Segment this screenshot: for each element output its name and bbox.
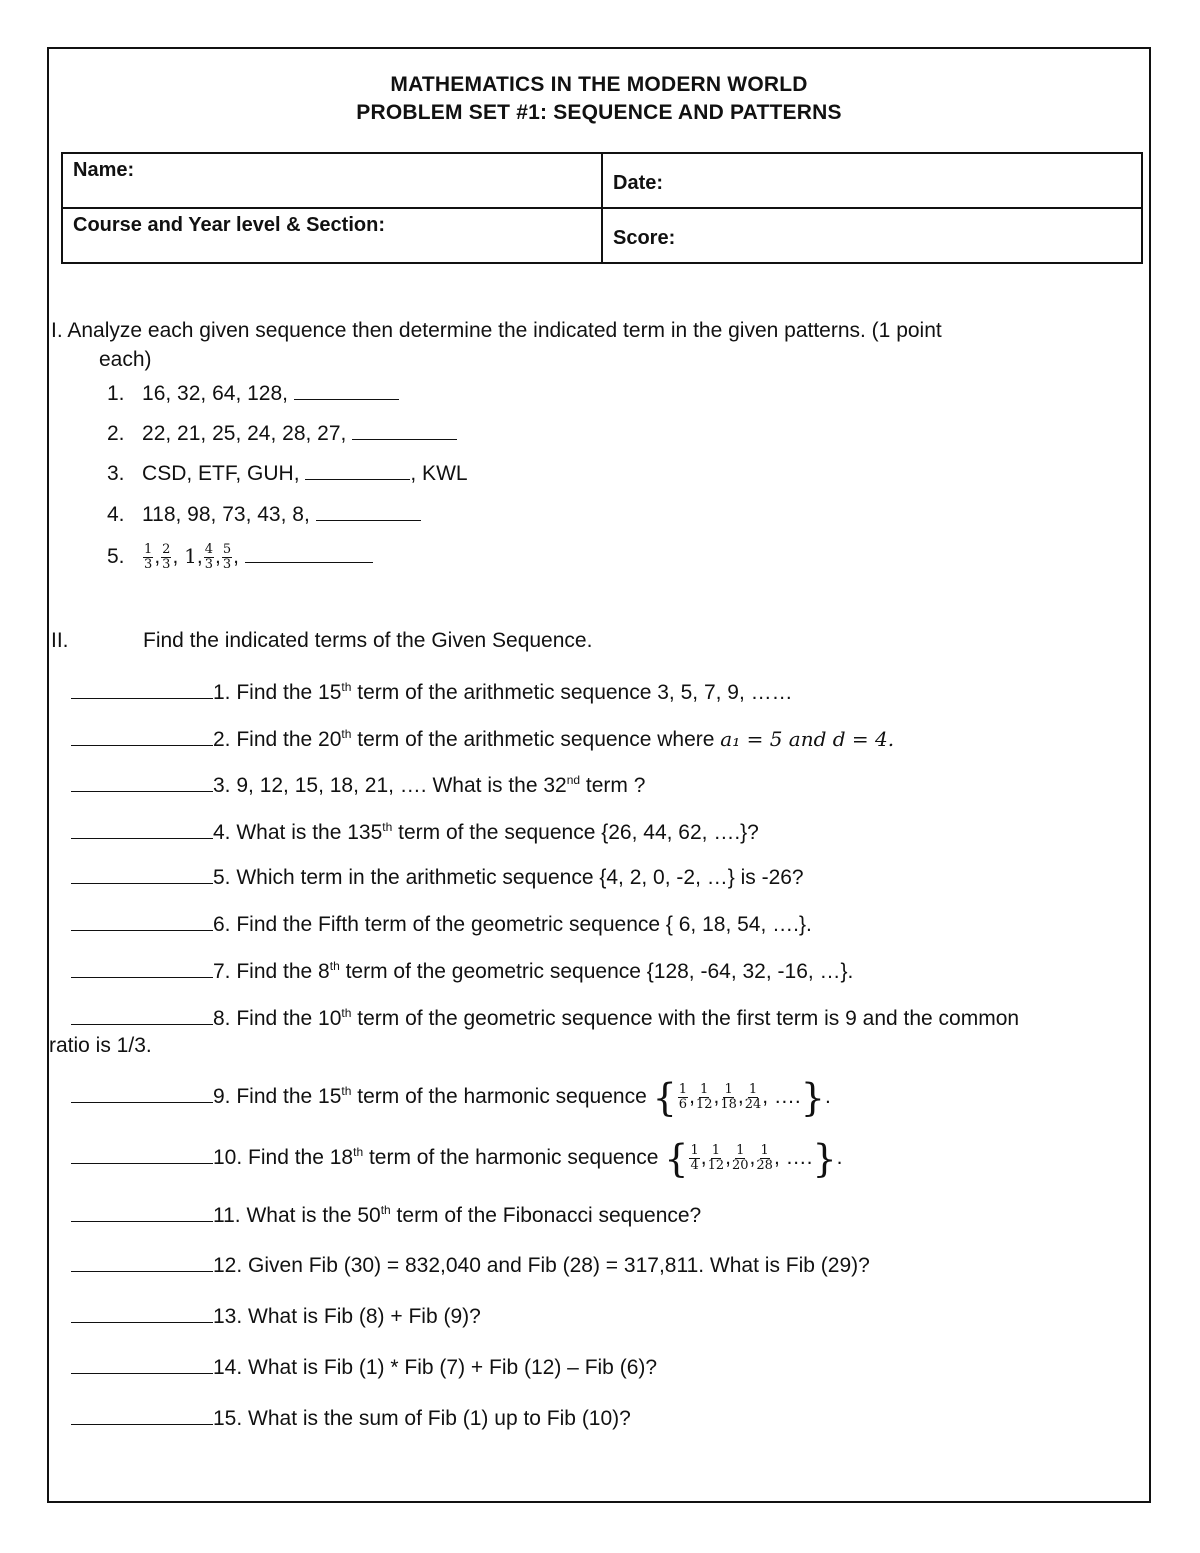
course-cell[interactable]: Course and Year level & Section: [62,208,602,263]
part2-question-9: 9. Find the 15th term of the harmonic sequence { $\frac{1}{6}$ , $\frac{1}{12}$ , $\frac{1}{18}$ , $\frac{1}{24}$ , ….}. [71,1083,831,1112]
part1-instruction-cont: each) [99,348,152,371]
answer-blank[interactable] [352,423,457,440]
answer-blank[interactable] [71,729,213,746]
answer-blank[interactable] [71,822,213,839]
part1-item-4 [107,503,421,527]
part2-question-12: 12. Given Fib (30) = 832,040 and Fib (28) = 317,811. What is Fib (29)? [71,1254,870,1278]
part2-question-8: 8. Find the 10th term of the geometric sequence with the first term is 9 and the common [71,1006,1019,1031]
student-info-table [61,152,1143,264]
item-number: 1. [107,382,125,405]
answer-blank[interactable] [245,546,373,563]
part2-question-10: 10. Find the 18th term of the harmonic sequence { $\frac{1}{4}$ , $\frac{1}{12}$ , $\frac{1}{20}$ , $\frac{1}{28}$ , ….}. [71,1144,842,1173]
answer-blank[interactable] [71,914,213,931]
fraction: $\frac{1}{12}$ [707,1143,725,1173]
part1-item-5: 5. $\frac{1}{3}$ , $\frac{2}{3}$ , 1, $\frac{4}{3}$ , $\frac{5}{3}$ , [107,543,373,572]
answer-blank[interactable] [71,1008,213,1025]
answer-blank[interactable] [71,1255,213,1272]
fraction: $\frac{4}{3}$ [204,542,213,572]
part2-question-2: 2. Find the 20th term of the arithmetic sequence where a₁ = 5 and d = 4. [71,727,894,752]
problem-set-title: PROBLEM SET #1: SEQUENCE AND PATTERNS [356,101,842,124]
part2-question-13: 13. What is Fib (8) + Fib (9)? [71,1305,481,1329]
part1-instruction: I. Analyze each given sequence then determine the indicated term in the given patterns. (1 point [51,319,942,342]
date-cell[interactable]: Date: [602,153,1142,208]
answer-blank[interactable] [71,1205,213,1222]
sequence-text: CSD, ETF, GUH, [142,462,306,485]
part2-question-14: 14. What is Fib (1) * Fib (7) + Fib (12) – Fib (6)? [71,1356,657,1380]
sequence-tail: , KWL [410,462,468,485]
answer-blank[interactable] [294,383,399,400]
part2-heading: Find the indicated terms of the Given Sequence. [143,629,593,652]
part2-heading-number: II. [51,629,69,652]
fraction: $\frac{5}{3}$ [222,542,232,572]
fraction: $\frac{1}{24}$ [744,1082,762,1112]
score-cell[interactable]: Score: [602,208,1142,263]
answer-blank[interactable] [71,1147,213,1164]
fraction: $\frac{2}{3}$ [162,542,171,572]
part1-item-3 [107,462,468,486]
fraction: $\frac{1}{12}$ [695,1082,713,1112]
answer-blank[interactable] [305,463,410,480]
answer-blank[interactable] [71,1408,213,1425]
answer-blank[interactable] [316,504,421,521]
item-number: 3. [107,462,125,485]
answer-blank[interactable] [71,1086,213,1103]
part2-question-15: 15. What is the sum of Fib (1) up to Fib (10)? [71,1407,631,1431]
answer-blank[interactable] [71,775,213,792]
answer-blank[interactable] [71,961,213,978]
name-cell[interactable]: Name: [62,153,602,208]
item-number: 4. [107,503,125,526]
fraction: $\frac{1}{20}$ [732,1143,749,1173]
term-one: 1 [184,544,197,569]
sequence-text: 22, 21, 25, 24, 28, 27, [142,422,353,445]
fraction: $\frac{1}{4}$ [690,1143,699,1173]
part2-question-3: 3. 9, 12, 15, 18, 21, …. What is the 32nd term ? [71,773,645,798]
part2-question-7: 7. Find the 8th term of the geometric sequence {128, -64, 32, -16, …}. [71,959,853,984]
answer-blank[interactable] [71,1357,213,1374]
sequence-text: 118, 98, 73, 43, 8, [142,503,316,526]
sequence-text: 16, 32, 64, 128, [142,382,294,405]
fraction: $\frac{1}{6}$ [678,1082,688,1112]
part1-item-1 [107,382,399,406]
item-number: 2. [107,422,125,445]
part2-question-8-cont: ratio is 1/3. [49,1034,152,1057]
part2-question-1: 1. Find the 15th term of the arithmetic sequence 3, 5, 7, 9, …… [71,680,793,705]
part2-question-11: 11. What is the 50th term of the Fibonacci sequence? [71,1203,701,1228]
worksheet-page [47,47,1151,1503]
answer-blank[interactable] [71,1306,213,1323]
part2-question-5: 5. Which term in the arithmetic sequence {4, 2, 0, -2, …} is -26? [71,866,804,890]
answer-blank[interactable] [71,682,213,699]
item-number: 5. [107,545,125,569]
part1-item-2 [107,422,457,446]
fraction: $\frac{1}{18}$ [720,1082,737,1112]
answer-blank[interactable] [71,867,213,884]
part2-question-4: 4. What is the 135th term of the sequence {26, 44, 62, ….}? [71,820,759,845]
math-expression: a₁ = 5 and d = 4. [720,727,895,751]
part2-question-6: 6. Find the Fifth term of the geometric sequence { 6, 18, 54, ….}. [71,913,812,937]
fraction: $\frac{1}{28}$ [756,1143,773,1173]
course-title: MATHEMATICS IN THE MODERN WORLD [390,73,808,96]
fraction: $\frac{1}{3}$ [144,542,153,572]
